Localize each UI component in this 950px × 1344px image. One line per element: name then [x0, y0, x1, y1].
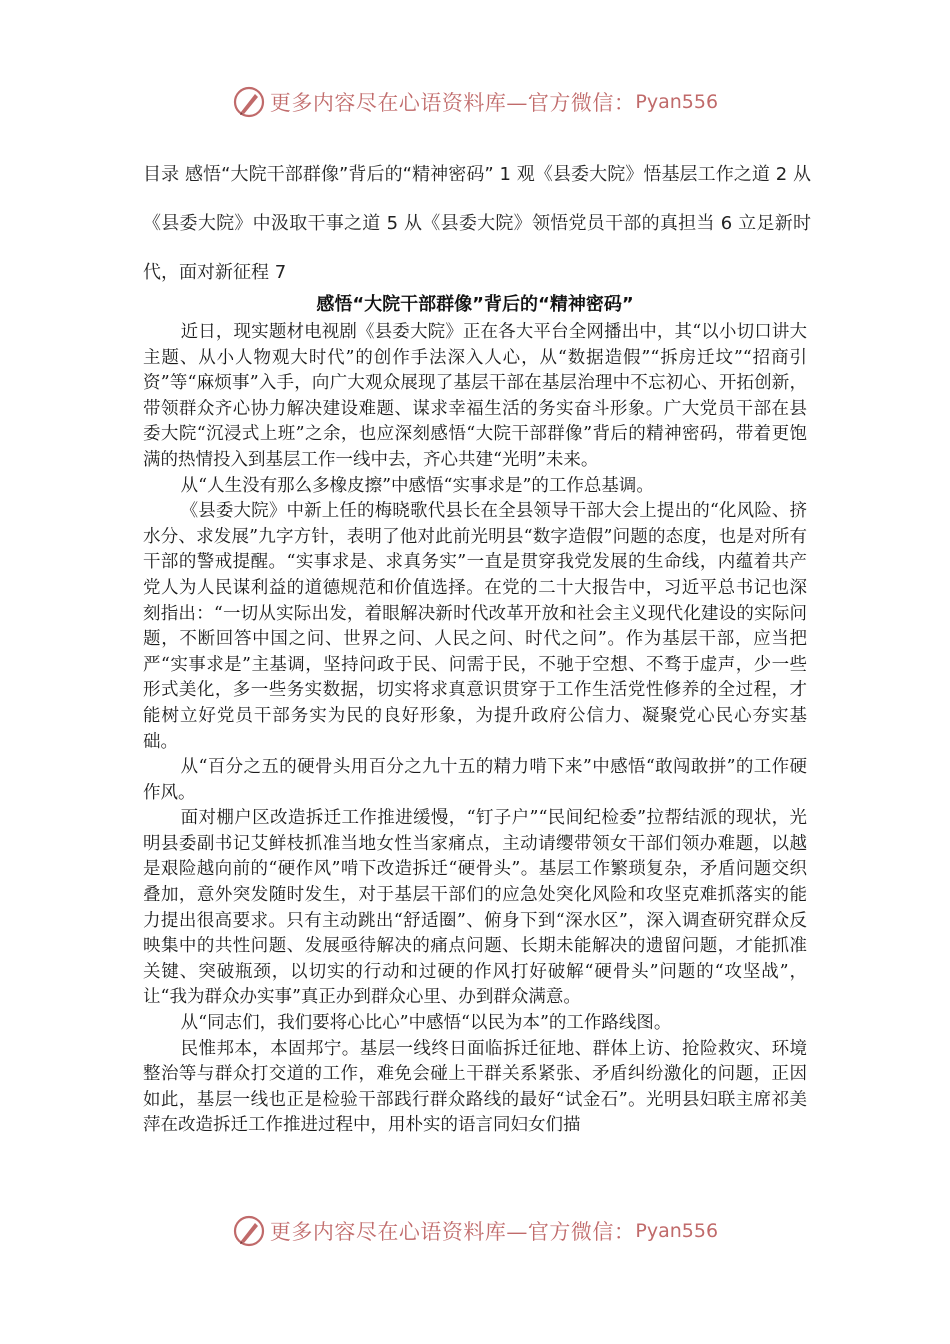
paragraph: 面对棚户区改造拆迁工作推进缓慢，“钉子户”“民间纪检委”拉帮结派的现状，光明县委副书记艾鲜枝抓准当地女性当家痛点，主动请缨带领女干部们领办难题，以越是艰险越向前的“硬作风”啃下改造拆迁“硬骨头”。基层工作繁琐复杂，矛盾问题交织叠加，意外突发随时发生，对于基层干部们的应急处突化风险和攻坚克难抓落实的能力提出很高要求。只有主动跳出“舒适圈”、俯身下到“深水区”，深入调查研究群众反映集中的共性问题、发展亟待解决的痛点问题、长期未能解决的遗留问题，才能抓准关键、突破瓶颈，以切实的行动和过硬的作风打好破解“硬骨头”问题的“攻坚战”，让“我为群众办实事”真正办到群众心里、办到群众满意。	[143, 808, 807, 1008]
pen-logo-icon	[232, 85, 266, 119]
paragraph: 《县委大院》中新上任的梅晓歌代县长在全县领导干部大会上提出的“化风险、挤水分、求发展”九字方针，表明了他对此前光明县“数字造假”问题的态度，也是对所有干部的警戒提醒。“实事求是、求真务实”一直是贯穿我党发展的生命线，内蕴着共产党人为人民谋利益的道德规范和价值选择。在党的二十大报告中，习近平总书记也深刻指出：“一切从实际出发，着眼解决新时代改革开放和社会主义现代化建设的实际问题，不断回答中国之问、世界之问、人民之问、时代之问”。作为基层干部，应当把严“实事求是”主基调，坚持问政于民、问需于民，不驰于空想、不骛于虚声，少一些形式美化，多一些务实数据，切实将求真意识贯穿于工作生活党性修养的全过程，才能树立好党员干部务实为民的良好形象，为提升政府公信力、凝聚党心民心夯实基础。	[143, 501, 807, 752]
banner-text: 更多内容尽在心语资料库—官方微信：	[269, 91, 636, 115]
header-banner	[0, 82, 950, 122]
banner-wechat-id: Pyan556	[635, 91, 719, 113]
paragraph: 从“人生没有那么多橡皮擦”中感悟“实事求是”的工作总基调。	[180, 475, 654, 496]
paragraph: 近日，现实题材电视剧《县委大院》正在各大平台全网播出中，其“以小切口讲大主题、从小人物观大时代”的创作手法深入人心，从“数据造假”“拆房迁坟”“招商引资”等“麻烦事”入手，向广大观众展现了基层干部在基层治理中不忘初心、开拓创新，带领群众齐心协力解决建设难题、谋求幸福生活的务实奋斗形象。广大党员干部在县委大院“沉浸式上班”之余，也应深刻感悟“大院干部群像”背后的精神密码，带着更饱满的热情投入到基层工作一线中去，齐心共建“光明”未来。	[143, 322, 807, 470]
banner-text: 更多内容尽在心语资料库—官方微信：	[269, 1220, 636, 1244]
article-body	[143, 320, 807, 1139]
footer-banner	[0, 1211, 950, 1251]
article-title: 感悟“大院干部群像”背后的“精神密码”	[316, 294, 634, 315]
table-of-contents: 目录 感悟“大院干部群像”背后的“精神密码” 1 观《县委大院》悟基层工作之道 2 从《县委大院》中汲取干事之道 5 从《县委大院》领悟党员干部的真担当 6 立足新时代，面对新征程 7	[143, 164, 811, 283]
paragraph: 民惟邦本，本固邦宁。基层一线终日面临拆迁征地、群体上访、抢险救灾、环境整治等与群众打交道的工作，难免会碰上干群关系紧张、矛盾纠纷激化的问题，正因如此，基层一线也正是检验干部践行群众路线的最好“试金石”。光明县妇联主席祁美萍在改造拆迁工作推进过程中，用朴实的语言同妇女们描	[143, 1038, 807, 1136]
paragraph: 从“百分之五的硬骨头用百分之九十五的精力啃下来”中感悟“敢闯敢拼”的工作硬作风。	[143, 757, 807, 803]
pen-logo-icon	[232, 1214, 266, 1248]
paragraph: 从“同志们，我们要将心比心”中感悟“以民为本”的工作路线图。	[180, 1013, 672, 1034]
banner-wechat-id: Pyan556	[635, 1220, 719, 1242]
